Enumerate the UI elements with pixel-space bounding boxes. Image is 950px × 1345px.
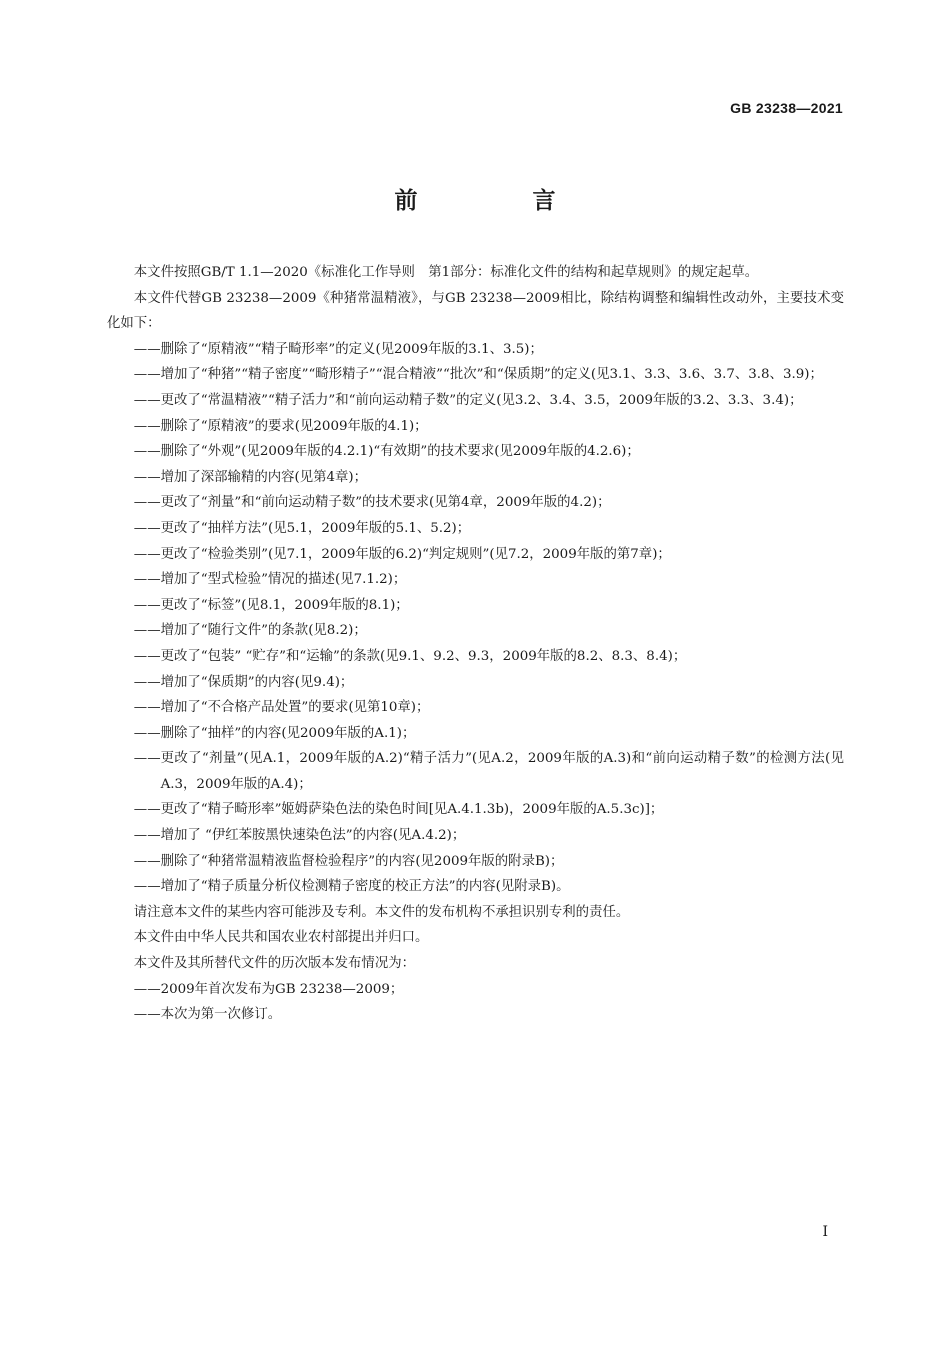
dash-marker: —— (133, 853, 161, 869)
list-item-text: 增加了“精子质量分析仪检测精子密度的校正方法”的内容(见附录B)。 (160, 879, 570, 895)
list-item-text: 删除了“原精液”的要求(见2009年版的4.1)； (160, 418, 428, 434)
list-item-text: 更改了“剂量”和“前向运动精子数”的技术要求(见第4章，2009年版的4.2)； (160, 495, 611, 511)
change-list (107, 337, 844, 900)
paragraph: 请注意本文件的某些内容可能涉及专利。本文件的发布机构不承担识别专利的责任。 (133, 904, 630, 920)
list-item (107, 695, 844, 721)
dash-marker: —— (133, 418, 161, 434)
list-item-text: 更改了“标签”(见8.1，2009年版的8.1)； (160, 597, 409, 613)
list-item-text: 更改了“检验类别”(见7.1，2009年版的6.2)“判定规则”(见7.2，2009年版的第7章)； (160, 546, 671, 562)
dash-marker: —— (133, 572, 161, 588)
list-item (107, 593, 844, 619)
list-item-text: 增加了“种猪”“精子密度”“畸形精子”“混合精液”“批次”和“保质期”的定义(见3.1、3.3、3.6、3.7、3.8、3.9)； (160, 367, 823, 383)
list-item (107, 362, 844, 388)
list-item (107, 567, 844, 593)
dash-marker: —— (133, 392, 161, 408)
list-item (107, 797, 844, 823)
list-item (107, 618, 844, 644)
list-item-text: 增加了“保质期”的内容(见9.4)； (160, 674, 354, 690)
list-item (107, 542, 844, 568)
list-item (107, 490, 844, 516)
list-item-text: 增加了 “伊红苯胺黑快速染色法”的内容(见A.4.2)； (160, 828, 466, 844)
dash-marker: —— (133, 648, 161, 664)
dash-marker: —— (133, 520, 161, 536)
list-item (107, 337, 844, 363)
paragraph: 本文件代替GB 23238—2009《种猪常温精液》，与GB 23238—2009相比，除结构调整和编辑性改动外，主要技术变化如下： (107, 290, 844, 332)
dash-marker: —— (133, 802, 161, 818)
page-title: 前 言 (394, 188, 602, 214)
dash-marker: —— (133, 495, 161, 511)
dash-marker: —— (133, 725, 161, 741)
list-item-text: 增加了“随行文件”的条款(见8.2)； (160, 623, 367, 639)
list-item-text: 更改了“常温精液”“精子活力”和“前向运动精子数”的定义(见3.2、3.4、3.5，2009年版的3.2、3.3、3.4)； (160, 392, 803, 408)
dash-marker: —— (133, 700, 161, 716)
dash-marker: —— (133, 981, 161, 997)
document-body (107, 260, 844, 1028)
page-number: I (822, 1224, 828, 1240)
list-item (107, 439, 844, 465)
list-item (107, 1002, 844, 1028)
list-item (107, 388, 844, 414)
list-item-text: 更改了“精子畸形率”姬姆萨染色法的染色时间[见A.4.1.3b)，2009年版的A.5.3c)]； (160, 802, 664, 818)
paragraph: 本文件及其所替代文件的历次版本发布情况为： (133, 956, 415, 972)
dash-marker: —— (133, 341, 161, 357)
list-item-text: 删除了“外观”(见2009年版的4.2.1)“有效期”的技术要求(见2009年版的4.2.6)； (160, 444, 640, 460)
dash-marker: —— (133, 1007, 161, 1023)
dash-marker: —— (133, 751, 161, 767)
dash-marker: —— (133, 623, 161, 639)
list-item-text: 增加了“型式检验”情况的描述(见7.1.2)； (160, 572, 407, 588)
dash-marker: —— (133, 828, 161, 844)
list-item-text: 更改了“包装” “贮存”和“运输”的条款(见9.1、9.2、9.3，2009年版的8.2、8.3、8.4)； (160, 648, 687, 664)
list-item-text: 删除了“种猪常温精液监督检验程序”的内容(见2009年版的附录B)； (160, 853, 564, 869)
list-item (107, 849, 844, 875)
list-item-text: 本次为第一次修订。 (160, 1007, 282, 1023)
list-item (107, 644, 844, 670)
list-item-text: 删除了“原精液”“精子畸形率”的定义(见2009年版的3.1、3.5)； (160, 341, 543, 357)
paragraph: 本文件由中华人民共和国农业农村部提出并归口。 (133, 930, 429, 946)
list-item (107, 874, 844, 900)
dash-marker: —— (133, 367, 161, 383)
list-item-text: 更改了“剂量”(见A.1，2009年版的A.2)“精子活力”(见A.2，2009年版的A.3)和“前向运动精子数”的检测方法(见A.3，2009年版的A.4)； (160, 751, 844, 792)
history-list (107, 977, 844, 1028)
dash-marker: —— (133, 469, 161, 485)
list-item (107, 670, 844, 696)
list-item (107, 721, 844, 747)
dash-marker: —— (133, 597, 161, 613)
list-item (107, 465, 844, 491)
paragraph: 本文件按照GB/T 1.1—2020《标准化工作导则 第1部分：标准化文件的结构和起草规则》的规定起草。 (133, 265, 759, 280)
dash-marker: —— (133, 879, 161, 895)
dash-marker: —— (133, 674, 161, 690)
list-item (107, 977, 844, 1003)
list-item (107, 746, 844, 797)
dash-marker: —— (133, 546, 161, 562)
list-item-text: 增加了“不合格产品处置”的要求(见第10章)； (160, 700, 430, 716)
list-item-text: 删除了“抽样”的内容(见2009年版的A.1)； (160, 725, 416, 741)
list-item (107, 516, 844, 542)
standard-code: GB 23238—2021 (730, 100, 843, 116)
list-item (107, 414, 844, 440)
list-item-text: 更改了“抽样方法”(见5.1，2009年版的5.1、5.2)； (160, 520, 471, 536)
list-item-text: 增加了深部输精的内容(见第4章)； (160, 469, 368, 485)
list-item-text: 2009年首次发布为GB 23238—2009； (160, 981, 404, 997)
dash-marker: —— (133, 444, 161, 460)
list-item (107, 823, 844, 849)
